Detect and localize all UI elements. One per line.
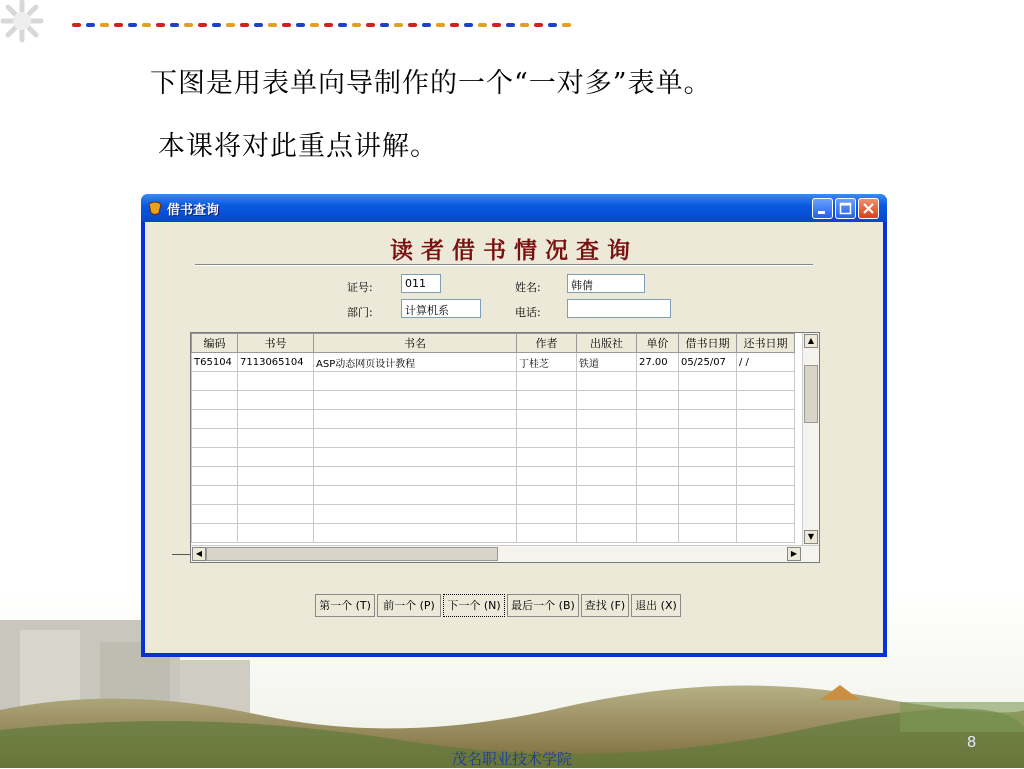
page-number: 8 <box>967 734 976 751</box>
table-cell[interactable] <box>192 429 238 448</box>
table-cell[interactable] <box>238 429 314 448</box>
id-field[interactable]: 011 <box>401 274 441 293</box>
horizontal-scroll-thumb[interactable] <box>206 547 498 561</box>
column-header[interactable]: 书名 <box>314 334 517 353</box>
borrow-table <box>191 333 795 543</box>
table-cell[interactable] <box>679 429 737 448</box>
previous-record-button[interactable]: 前一个 (P) <box>377 594 441 617</box>
table-cell[interactable] <box>577 448 637 467</box>
table-cell[interactable] <box>517 410 577 429</box>
slide-text-line-2: 本课将对此重点讲解。 <box>158 131 438 162</box>
table-cell[interactable]: 27.00 <box>637 353 679 372</box>
table-cell[interactable] <box>314 524 517 543</box>
name-field[interactable]: 韩倩 <box>567 274 645 293</box>
table-row[interactable] <box>192 448 795 467</box>
table-cell[interactable] <box>314 467 517 486</box>
column-header[interactable]: 还书日期 <box>737 334 795 353</box>
table-cell[interactable] <box>577 467 637 486</box>
table-cell[interactable] <box>679 505 737 524</box>
exit-button[interactable]: 退出 (X) <box>631 594 681 617</box>
table-cell[interactable] <box>314 372 517 391</box>
table-cell[interactable] <box>192 410 238 429</box>
id-label: 证号: <box>347 281 373 294</box>
minimize-icon <box>813 199 832 218</box>
table-cell[interactable] <box>679 372 737 391</box>
table-cell[interactable] <box>679 524 737 543</box>
table-cell[interactable] <box>517 391 577 410</box>
column-header[interactable]: 作者 <box>517 334 577 353</box>
table-cell[interactable] <box>192 448 238 467</box>
next-record-button[interactable]: 下一个 (N) <box>443 594 505 617</box>
column-header[interactable]: 出版社 <box>577 334 637 353</box>
table-cell[interactable] <box>577 429 637 448</box>
maximize-icon <box>836 199 855 218</box>
table-cell[interactable] <box>637 467 679 486</box>
table-cell[interactable] <box>517 429 577 448</box>
table-cell[interactable] <box>517 486 577 505</box>
table-cell[interactable] <box>238 410 314 429</box>
table-cell[interactable]: 05/25/07 <box>679 353 737 372</box>
table-row[interactable] <box>192 391 795 410</box>
table-cell[interactable] <box>192 486 238 505</box>
table-cell[interactable] <box>192 391 238 410</box>
table-cell[interactable] <box>238 486 314 505</box>
column-header[interactable]: 编码 <box>192 334 238 353</box>
column-header[interactable]: 书号 <box>238 334 314 353</box>
close-button[interactable] <box>858 198 879 219</box>
table-cell[interactable] <box>737 429 795 448</box>
table-cell[interactable] <box>737 467 795 486</box>
table-cell[interactable] <box>737 448 795 467</box>
footer-school-name: 茂名职业技术学院 <box>451 750 572 768</box>
table-cell[interactable] <box>679 448 737 467</box>
table-cell[interactable] <box>679 467 737 486</box>
name-label: 姓名: <box>515 281 541 294</box>
table-cell[interactable]: ASP动态网页设计教程 <box>314 353 517 372</box>
table-cell[interactable] <box>517 448 577 467</box>
table-cell[interactable] <box>314 448 517 467</box>
dept-label: 部门: <box>347 306 373 319</box>
table-row[interactable] <box>192 505 795 524</box>
scroll-right-arrow-icon[interactable]: ▶ <box>787 547 801 561</box>
table-cell[interactable] <box>192 524 238 543</box>
table-cell[interactable]: 铁道 <box>577 353 637 372</box>
table-cell[interactable] <box>314 486 517 505</box>
table-row[interactable] <box>192 429 795 448</box>
window-title: 借书查询 <box>167 203 220 218</box>
sun-burst-icon <box>0 0 50 50</box>
table-cell[interactable] <box>314 391 517 410</box>
table-cell[interactable] <box>577 410 637 429</box>
table-cell[interactable] <box>637 448 679 467</box>
table-cell[interactable] <box>737 505 795 524</box>
grid-header-row <box>192 334 795 353</box>
vertical-scroll-thumb[interactable] <box>804 365 818 423</box>
table-cell[interactable] <box>577 372 637 391</box>
app-logo-icon <box>147 200 163 216</box>
table-cell[interactable] <box>577 524 637 543</box>
last-record-button[interactable]: 最后一个 (B) <box>507 594 579 617</box>
table-cell[interactable] <box>314 410 517 429</box>
slide-text-line-1: 下图是用表单向导制作的一个“一对多”表单。 <box>150 68 712 99</box>
title-divider <box>195 264 813 266</box>
table-cell[interactable] <box>517 372 577 391</box>
table-cell[interactable] <box>238 372 314 391</box>
table-cell[interactable]: / / <box>737 353 795 372</box>
table-row[interactable] <box>192 486 795 505</box>
table-cell[interactable] <box>679 410 737 429</box>
table-cell[interactable] <box>577 505 637 524</box>
vertical-scrollbar[interactable] <box>802 333 819 546</box>
form-client-area <box>145 222 883 653</box>
first-record-button[interactable]: 第一个 (T) <box>315 594 375 617</box>
table-cell[interactable] <box>637 505 679 524</box>
table-cell[interactable] <box>679 486 737 505</box>
window-titlebar[interactable] <box>141 194 887 222</box>
table-cell[interactable]: T65104 <box>192 353 238 372</box>
table-cell[interactable] <box>238 467 314 486</box>
column-header[interactable]: 借书日期 <box>679 334 737 353</box>
column-header[interactable]: 单价 <box>637 334 679 353</box>
table-cell[interactable] <box>637 372 679 391</box>
table-cell[interactable]: 7113065104 <box>238 353 314 372</box>
table-cell[interactable] <box>637 429 679 448</box>
table-cell[interactable] <box>737 372 795 391</box>
table-cell[interactable] <box>577 486 637 505</box>
table-cell[interactable]: 丁桂芝 <box>517 353 577 372</box>
scroll-up-arrow-icon[interactable]: ▲ <box>804 334 818 348</box>
table-cell[interactable] <box>637 410 679 429</box>
find-button[interactable]: 查找 (F) <box>581 594 629 617</box>
table-cell[interactable] <box>737 410 795 429</box>
table-cell[interactable] <box>192 372 238 391</box>
decorative-dash-line <box>72 20 572 32</box>
table-cell[interactable] <box>637 391 679 410</box>
table-row[interactable] <box>192 410 795 429</box>
table-row[interactable] <box>192 467 795 486</box>
app-window <box>141 194 887 657</box>
table-row[interactable] <box>192 524 795 543</box>
table-cell[interactable] <box>637 486 679 505</box>
table-cell[interactable] <box>737 524 795 543</box>
grid-pointer-line <box>172 554 190 555</box>
table-cell[interactable] <box>192 467 238 486</box>
table-cell[interactable] <box>238 524 314 543</box>
horizontal-scrollbar[interactable] <box>191 545 819 562</box>
phone-label: 电话: <box>515 306 541 319</box>
table-cell[interactable] <box>737 486 795 505</box>
table-cell[interactable] <box>517 505 577 524</box>
table-cell[interactable] <box>517 467 577 486</box>
dept-field[interactable]: 计算机系 <box>401 299 481 318</box>
table-cell[interactable] <box>314 505 517 524</box>
table-row[interactable] <box>192 372 795 391</box>
scroll-down-arrow-icon[interactable]: ▼ <box>804 530 818 544</box>
borrow-records-grid[interactable] <box>190 332 820 563</box>
minimize-button[interactable] <box>812 198 833 219</box>
table-cell[interactable] <box>737 391 795 410</box>
form-title: 读者借书情况查询 <box>390 237 638 264</box>
table-cell[interactable] <box>679 391 737 410</box>
close-icon <box>859 199 878 218</box>
table-cell[interactable] <box>314 429 517 448</box>
table-cell[interactable] <box>637 524 679 543</box>
table-cell[interactable] <box>577 391 637 410</box>
table-cell[interactable] <box>517 524 577 543</box>
table-cell[interactable] <box>238 505 314 524</box>
maximize-button[interactable] <box>835 198 856 219</box>
table-cell[interactable] <box>192 505 238 524</box>
phone-field[interactable] <box>567 299 671 318</box>
table-cell[interactable] <box>238 448 314 467</box>
table-row[interactable] <box>192 353 795 372</box>
table-cell[interactable] <box>238 391 314 410</box>
scroll-left-arrow-icon[interactable]: ◀ <box>192 547 206 561</box>
